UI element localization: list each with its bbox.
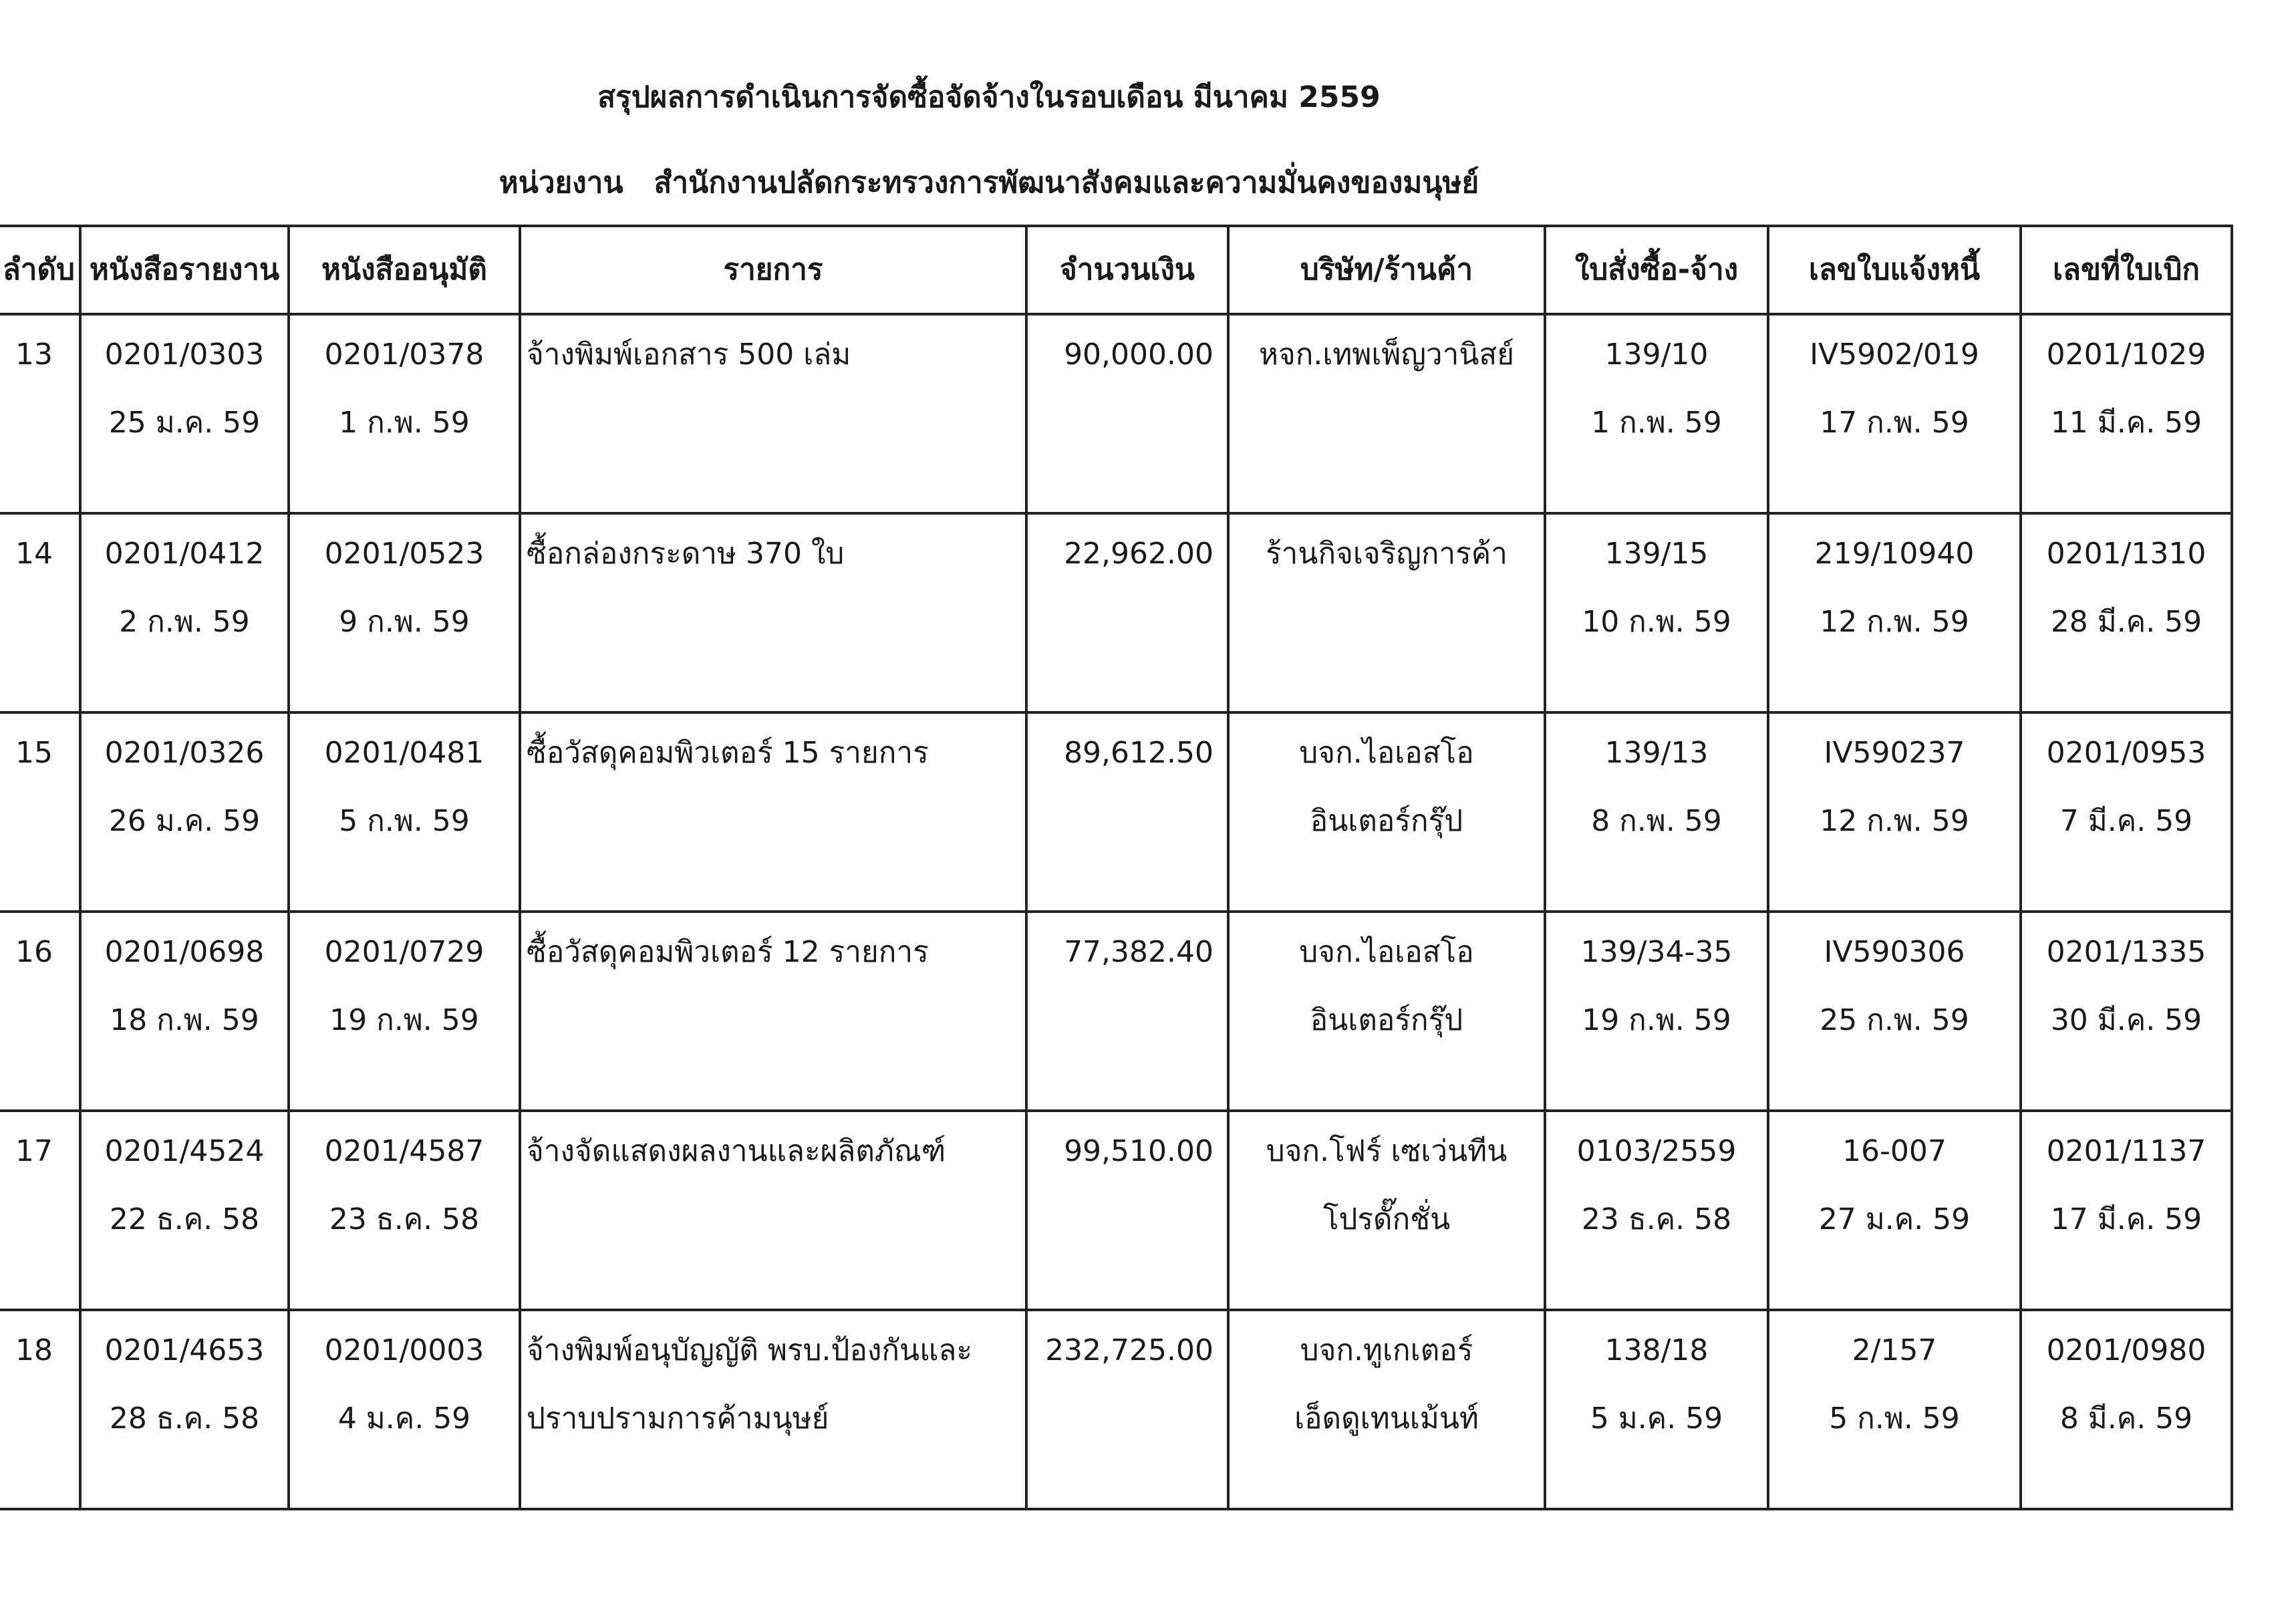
invoice-date: 5 ก.พ. 59	[1829, 1401, 1960, 1436]
invoice-cell	[1768, 1310, 2021, 1509]
disbursement-date: 11 มี.ค. 59	[2050, 406, 2202, 440]
seq-cell: 16	[0, 912, 80, 1111]
agency-line	[0, 159, 1978, 206]
table-header-row	[0, 226, 2232, 314]
report-no: 0201/4524	[104, 1134, 265, 1168]
invoice-cell	[1768, 314, 2021, 513]
po-date: 8 ก.พ. 59	[1591, 804, 1722, 838]
disbursement-no: 0201/1137	[2046, 1134, 2206, 1168]
header-seq: ลำดับ	[0, 226, 80, 314]
header-amount: จำนวนเงิน	[1026, 226, 1228, 314]
seq-cell: 15	[0, 712, 80, 912]
header-purchase-order: ใบสั่งซื้อ-จ้าง	[1545, 226, 1768, 314]
table-row	[0, 712, 2232, 912]
agency-name: สำนักงานปลัดกระทรวงการพัฒนาสังคมและความมั่นคงของมนุษย์	[654, 166, 1479, 200]
vendor-line-1: ร้านกิจเจริญการค้า	[1266, 537, 1508, 571]
disbursement-no: 0201/1335	[2046, 935, 2206, 969]
item-line-1: จ้างพิมพ์อนุบัญญัติ พรบ.ป้องกันและ	[527, 1333, 973, 1367]
seq-cell: 14	[0, 513, 80, 712]
table-row	[0, 314, 2232, 513]
approval-letter-cell	[289, 513, 520, 712]
approval-date: 1 ก.พ. 59	[339, 406, 470, 440]
report-letter-cell	[80, 912, 289, 1111]
agency-label: หน่วยงาน	[498, 166, 623, 200]
disbursement-date: 17 มี.ค. 59	[2050, 1202, 2202, 1236]
header-approval-letter: หนังสืออนุมัติ	[289, 226, 520, 314]
po-no: 138/18	[1604, 1333, 1709, 1367]
purchase-order-cell	[1545, 1310, 1768, 1509]
amount-cell: 90,000.00	[1026, 314, 1228, 513]
report-letter-cell	[80, 1310, 289, 1509]
amount-cell: 99,510.00	[1026, 1111, 1228, 1310]
vendor-cell	[1228, 1111, 1545, 1310]
po-date: 5 ม.ค. 59	[1590, 1401, 1723, 1436]
approval-no: 0201/0378	[324, 338, 484, 372]
report-no: 0201/0303	[104, 338, 265, 372]
invoice-cell	[1768, 1111, 2021, 1310]
procurement-table	[0, 225, 2233, 1510]
vendor-cell	[1228, 1310, 1545, 1509]
seq-cell: 13	[0, 314, 80, 513]
table-row	[0, 513, 2232, 712]
table-row	[0, 1111, 2232, 1310]
table-row	[0, 1310, 2232, 1509]
approval-date: 4 ม.ค. 59	[337, 1401, 471, 1436]
item-cell	[520, 1310, 1026, 1509]
invoice-cell	[1768, 912, 2021, 1111]
approval-date: 23 ธ.ค. 58	[329, 1202, 480, 1236]
approval-letter-cell	[289, 1111, 520, 1310]
approval-letter-cell	[289, 1310, 520, 1509]
purchase-order-cell	[1545, 314, 1768, 513]
po-no: 139/10	[1604, 338, 1709, 372]
disbursement-date: 8 มี.ค. 59	[2059, 1401, 2193, 1436]
invoice-cell	[1768, 712, 2021, 912]
invoice-cell	[1768, 513, 2021, 712]
po-date: 19 ก.พ. 59	[1582, 1003, 1731, 1037]
vendor-line-2: อินเตอร์กรุ๊ป	[1310, 1003, 1463, 1037]
invoice-date: 17 ก.พ. 59	[1820, 406, 1969, 440]
amount-cell: 22,962.00	[1026, 513, 1228, 712]
report-letter-cell	[80, 314, 289, 513]
header-disbursement-no: เลขที่ใบเบิก	[2021, 226, 2232, 314]
report-date: 2 ก.พ. 59	[119, 605, 250, 639]
disbursement-date: 7 มี.ค. 59	[2059, 804, 2193, 838]
item-line-1: จ้างพิมพ์เอกสาร 500 เล่ม	[527, 338, 851, 372]
item-cell	[520, 1111, 1026, 1310]
invoice-date: 27 ม.ค. 59	[1818, 1202, 1971, 1236]
approval-letter-cell	[289, 912, 520, 1111]
disbursement-no: 0201/0953	[2046, 736, 2206, 770]
po-date: 1 ก.พ. 59	[1591, 406, 1722, 440]
report-letter-cell	[80, 513, 289, 712]
report-letter-cell	[80, 1111, 289, 1310]
vendor-line-2: โปรดั๊กชั่น	[1322, 1202, 1451, 1236]
disbursement-cell	[2021, 1111, 2232, 1310]
invoice-no: IV590306	[1824, 935, 1965, 969]
purchase-order-cell	[1545, 513, 1768, 712]
item-cell	[520, 513, 1026, 712]
vendor-line-1: หจก.เทพเพ็ญวานิสย์	[1258, 338, 1515, 372]
vendor-line-1: บจก.โฟร์ เซเว่นทีน	[1266, 1134, 1508, 1168]
vendor-cell	[1228, 912, 1545, 1111]
vendor-line-2: อินเตอร์กรุ๊ป	[1310, 804, 1463, 838]
vendor-cell	[1228, 513, 1545, 712]
invoice-date: 25 ก.พ. 59	[1820, 1003, 1969, 1037]
header-report-letter: หนังสือรายงาน	[80, 226, 289, 314]
header-vendor: บริษัท/ร้านค้า	[1228, 226, 1545, 314]
seq-cell: 18	[0, 1310, 80, 1509]
amount-cell: 77,382.40	[1026, 912, 1228, 1111]
invoice-no: IV5902/019	[1810, 338, 1979, 372]
report-date: 22 ธ.ค. 58	[109, 1202, 260, 1236]
approval-date: 19 ก.พ. 59	[329, 1003, 479, 1037]
report-date: 28 ธ.ค. 58	[109, 1401, 260, 1436]
report-letter-cell	[80, 712, 289, 912]
po-no: 0103/2559	[1576, 1134, 1737, 1168]
item-line-1: ซื้อวัสดุคอมพิวเตอร์ 15 รายการ	[527, 736, 929, 770]
header-item: รายการ	[520, 226, 1026, 314]
disbursement-cell	[2021, 513, 2232, 712]
invoice-date: 12 ก.พ. 59	[1820, 605, 1969, 639]
vendor-line-1: บจก.ทูเกเตอร์	[1300, 1333, 1473, 1367]
disbursement-no: 0201/1310	[2046, 537, 2206, 571]
disbursement-no: 0201/1029	[2046, 338, 2206, 372]
amount-cell: 89,612.50	[1026, 712, 1228, 912]
report-no: 0201/0412	[104, 537, 265, 571]
approval-date: 9 ก.พ. 59	[339, 605, 470, 639]
po-date: 23 ธ.ค. 58	[1581, 1202, 1732, 1236]
disbursement-cell	[2021, 1310, 2232, 1509]
disbursement-cell	[2021, 314, 2232, 513]
approval-letter-cell	[289, 314, 520, 513]
report-no: 0201/4653	[104, 1333, 265, 1367]
report-date: 26 ม.ค. 59	[108, 804, 261, 838]
approval-no: 0201/0003	[324, 1333, 484, 1367]
po-no: 139/15	[1604, 537, 1709, 571]
vendor-line-1: บจก.ไอเอสโอ	[1299, 736, 1474, 770]
disbursement-cell	[2021, 712, 2232, 912]
purchase-order-cell	[1545, 912, 1768, 1111]
approval-no: 0201/4587	[324, 1134, 484, 1168]
invoice-no: IV590237	[1824, 736, 1965, 770]
approval-letter-cell	[289, 712, 520, 912]
item-line-1: ซื้อวัสดุคอมพิวเตอร์ 12 รายการ	[527, 935, 929, 969]
approval-date: 5 ก.พ. 59	[339, 804, 470, 838]
vendor-cell	[1228, 314, 1545, 513]
purchase-order-cell	[1545, 1111, 1768, 1310]
vendor-cell	[1228, 712, 1545, 912]
report-no: 0201/0698	[104, 935, 265, 969]
vendor-line-1: บจก.ไอเอสโอ	[1299, 935, 1474, 969]
amount-cell: 232,725.00	[1026, 1310, 1228, 1509]
document-title: สรุปผลการดำเนินการจัดซื้อจัดจ้างในรอบเดือน มีนาคม 2559	[597, 80, 1381, 114]
item-cell	[520, 314, 1026, 513]
seq-cell: 17	[0, 1111, 80, 1310]
report-no: 0201/0326	[104, 736, 265, 770]
item-cell	[520, 712, 1026, 912]
vendor-line-2: เอ็ดดูเทนเม้นท์	[1294, 1401, 1479, 1436]
table-row	[0, 912, 2232, 1111]
invoice-no: 2/157	[1852, 1333, 1937, 1367]
item-line-1: ซื้อกล่องกระดาษ 370 ใบ	[527, 537, 845, 571]
item-line-2: ปราบปรามการค้ามนุษย์	[527, 1401, 829, 1436]
invoice-date: 12 ก.พ. 59	[1820, 804, 1969, 838]
disbursement-date: 30 มี.ค. 59	[2050, 1003, 2202, 1037]
invoice-no: 16-007	[1842, 1134, 1947, 1168]
disbursement-date: 28 มี.ค. 59	[2050, 605, 2202, 639]
report-date: 25 ม.ค. 59	[108, 406, 261, 440]
invoice-no: 219/10940	[1814, 537, 1975, 571]
item-line-1: จ้างจัดแสดงผลงานและผลิตภัณฑ์	[527, 1134, 946, 1168]
item-cell	[520, 912, 1026, 1111]
disbursement-no: 0201/0980	[2046, 1333, 2206, 1367]
po-no: 139/34-35	[1580, 935, 1733, 969]
purchase-order-cell	[1545, 712, 1768, 912]
report-date: 18 ก.พ. 59	[110, 1003, 259, 1037]
po-date: 10 ก.พ. 59	[1582, 605, 1731, 639]
approval-no: 0201/0481	[324, 736, 484, 770]
disbursement-cell	[2021, 912, 2232, 1111]
header-invoice-no: เลขใบแจ้งหนี้	[1768, 226, 2021, 314]
approval-no: 0201/0729	[324, 935, 484, 969]
approval-no: 0201/0523	[324, 537, 484, 571]
po-no: 139/13	[1604, 736, 1709, 770]
